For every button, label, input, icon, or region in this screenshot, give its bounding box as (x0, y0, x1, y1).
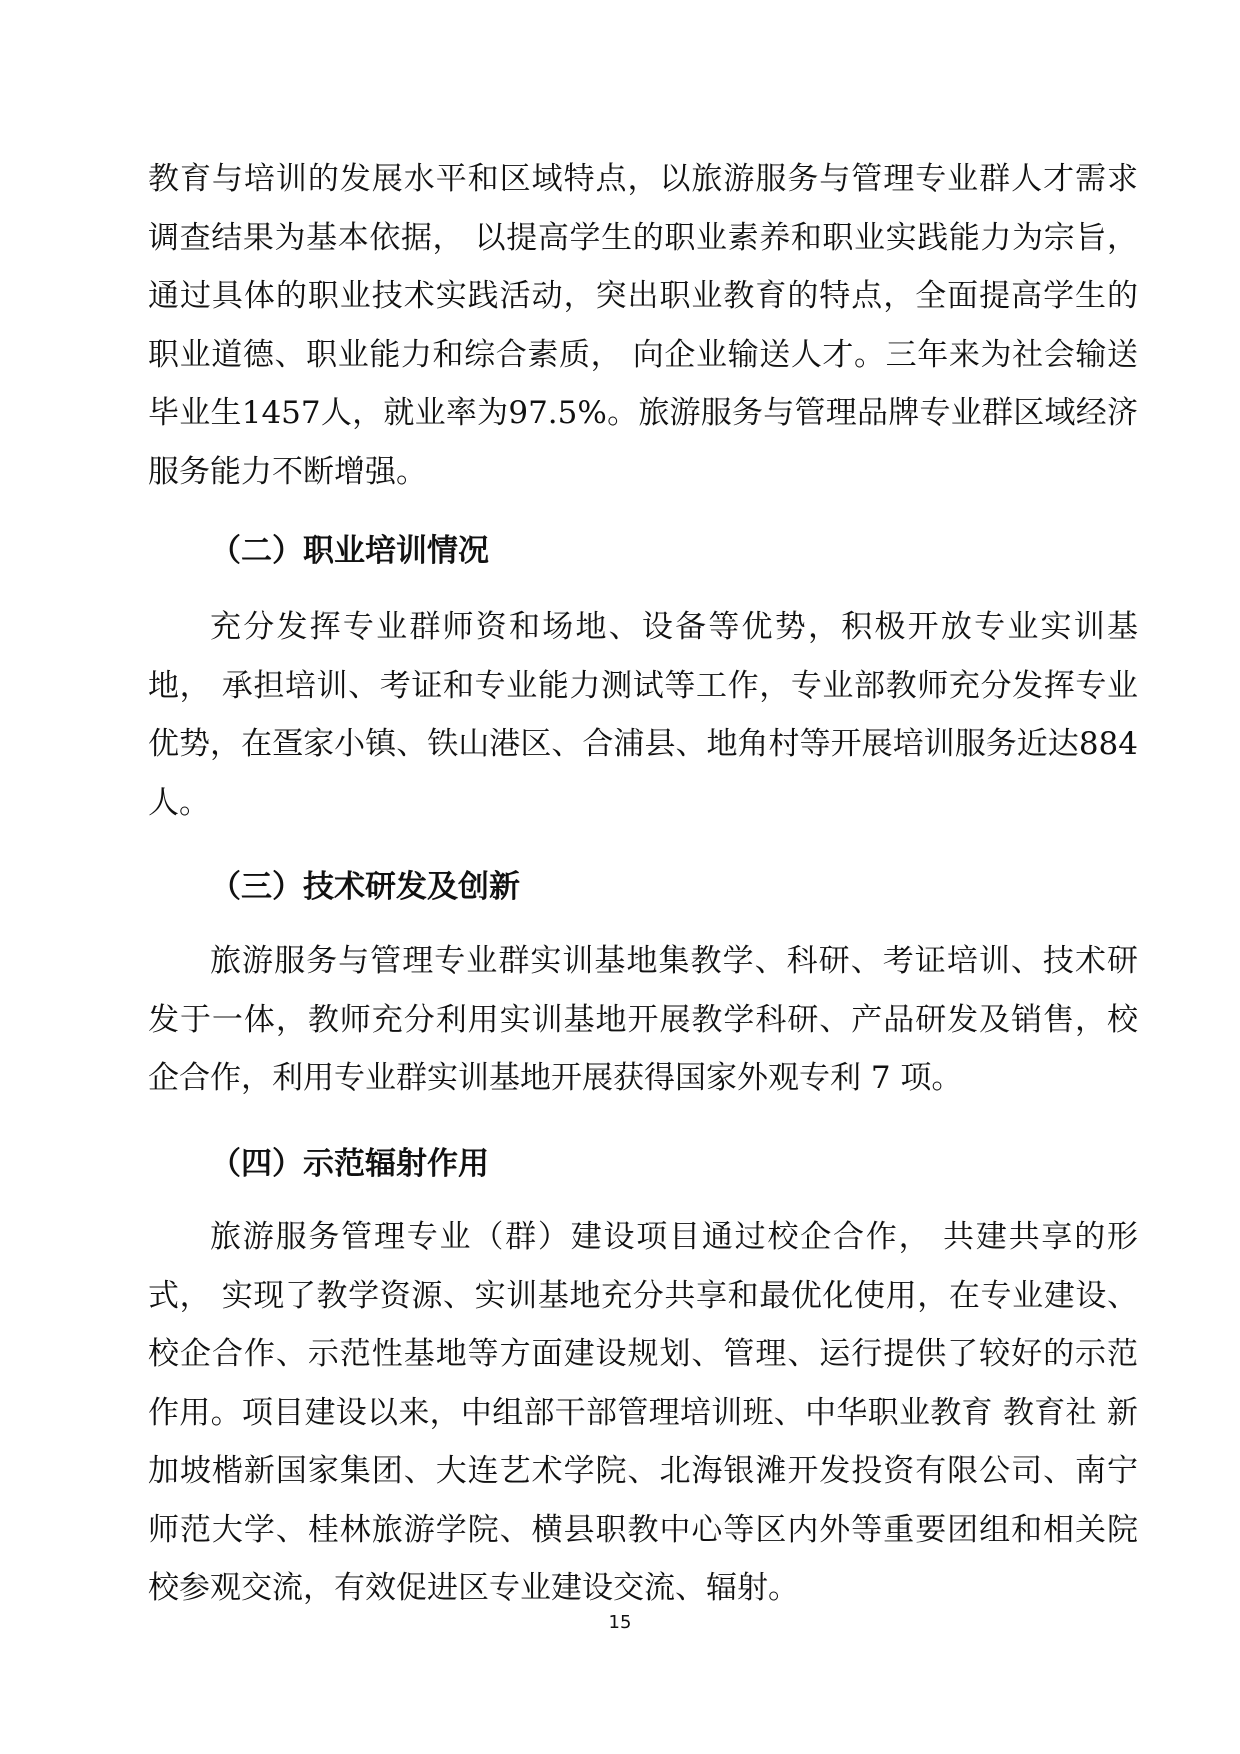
body-paragraph-continuation: 教育与培训的发展水平和区域特点，以旅游服务与管理专业群人才需求调查结果为基本依据， 以提高学生的职业素养和职业实践能力为宗旨，通过具体的职业技术实践活动，突出职业教育的特点，全面提高学生的职业道德、职业能力和综合素质， 向企业输送人才。三年来为社会输送毕业生1457人，就业率为97.5%。旅游服务与管理品牌专业群区域经济服务能力不断增强。 (148, 161, 1138, 490)
section-heading-vocational-training: （二）职业培训情况 (210, 533, 489, 569)
body-paragraph-demonstration-effect: 旅游服务管理专业（群）建设项目通过校企合作， 共建共享的形式， 实现了教学资源、实训基地充分共享和最优化使用，在专业建设、校企合作、示范性基地等方面建设规划、管理、运行提供了较好的示范作用。项目建设以来，中组部干部管理培训班、中华职业教育 教育社 新加坡楷新国家集团、大连艺术学院、北海银滩开发投资有限公司、南宁师范大学、桂林旅游学院、横县职教中心等区内外等重要团组和相关院校参观交流，有效促进区专业建设交流、辐射。 (148, 1219, 1138, 1606)
section-heading-demonstration-effect: （四）示范辐射作用 (210, 1146, 489, 1182)
body-paragraph-vocational-training: 充分发挥专业群师资和场地、设备等优势，积极开放专业实训基地， 承担培训、考证和专业能力测试等工作，专业部教师充分发挥专业优势，在疍家小镇、铁山港区、合浦县、地角村等开展培训服务近达884人。 (148, 609, 1138, 821)
body-paragraph-rnd-innovation: 旅游服务与管理专业群实训基地集教学、科研、考证培训、技术研发于一体，教师充分利用实训基地开展教学科研、产品研发及销售，校企合作，利用专业群实训基地开展获得国家外观专利 7 项。 (148, 943, 1138, 1096)
page-number: 15 (608, 1612, 632, 1633)
section-heading-rnd-innovation: （三）技术研发及创新 (210, 869, 520, 905)
